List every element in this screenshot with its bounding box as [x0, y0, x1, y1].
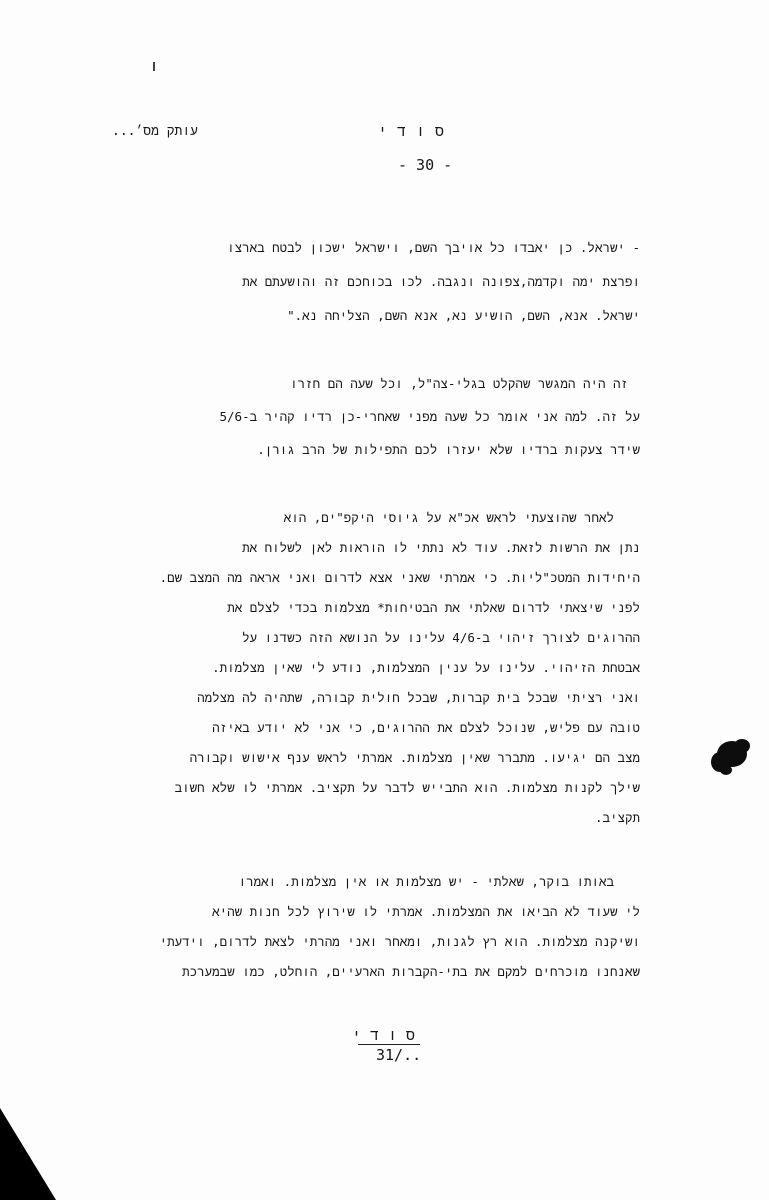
text-line: שילך לקנות מצלמות. הוא התבייש לדבר על תקציב. אמרתי לו שלא חשוב [174, 780, 640, 795]
ink-blot-mark [708, 734, 754, 778]
text-line: מצב הם יגיעו. מתברר שאין מצלמות. אמרתי לראש ענף אישוש וקבורה [189, 750, 640, 765]
text-line: ואני רציתי שבכל בית קברות, שבכל חולית קבורה, שתהיה לה מצלמה [197, 690, 640, 705]
text-line: ושיקנה מצלמות. הוא רץ לגנות, ומאחר ואני מהרתי לצאת לדרום, וידעתי [159, 934, 640, 949]
text-line: זה היה המגשר שהקלט בגלי-צה"ל, וכל שעה הם חזרו [290, 376, 628, 391]
text-line: שאנחנו מוכרחים למקם את בתי-הקברות הארעיים, הוחלט, כמו שבמערכת [182, 964, 640, 979]
paragraph-2 [100, 376, 640, 476]
text-line: טובה עם פליש, שנוכל לצלם את ההרוגים, כי אני לא יודע באיזה [212, 720, 640, 735]
text-line: על זה. למה אני אומר כל שעה מפני שאחרי-כן רדיו קהיר ב-5/6 [219, 409, 640, 424]
scan-corner-shadow [0, 1108, 60, 1200]
text-line: לפני שיצאתי לדרום שאלתי את הבטיחות* מצלמות בכדי לצלם את [227, 600, 640, 615]
text-line: אבטחת הזיהוי. עלינו על ענין המצלמות, נודע לי שאין מצלמות. [212, 660, 640, 675]
text-line: ישראל. אנא, השם, הושיע נא, אנא השם, הצליחה נא." [287, 308, 640, 323]
text-line: ההרוגים לצורך זיהוי ב-4/6 עלינו על הנושא הזה כשדנו על [242, 630, 640, 645]
continuation-marker: 31/.. [376, 1046, 422, 1064]
page-number: - 30 - [398, 156, 453, 174]
paragraph-3 [100, 510, 640, 850]
text-line: היחידות המטכ"ליות. כי אמרתי שאני אצא לדרום ואני אראה מה המצב שם. [159, 570, 640, 585]
text-line: ופרצת ימה וקדמה,צפונה ונגבה. לכו בכוחכם זה והושעתם את [242, 274, 640, 289]
copy-number: עותק מס׳... [112, 124, 198, 139]
text-line: נתן את הרשות לזאת. עוד לא נתתי לו הוראות לאן לשלוח את [242, 540, 640, 555]
stray-mark [153, 62, 155, 71]
paragraph-1 [100, 240, 640, 350]
text-line: - ישראל. כן יאבדו כל אויבך השם, וישראל ישכון לבטח בארצו [227, 240, 640, 255]
text-line: לאחר שהוצעתי לראש אכ"א על גיוסי היקפ"ים, הוא [283, 510, 614, 525]
footer-divider [358, 1044, 420, 1045]
classification-footer: סודי [352, 1026, 425, 1044]
paragraph-4 [100, 874, 640, 984]
text-line: לי שעוד לא הביאו את המצלמות. אמרתי לו שירוץ לכל חנות שהיא [212, 904, 640, 919]
text-line: תקציב. [594, 810, 640, 825]
text-line: שידר צעקות ברדיו שלא יעזרו לכם התפילות של הרב גורן. [257, 442, 640, 457]
text-line: באותו בוקר, שאלתי - יש מצלמות או אין מצלמות. ואמרו [238, 874, 614, 889]
classification-header: סודי [378, 122, 455, 140]
